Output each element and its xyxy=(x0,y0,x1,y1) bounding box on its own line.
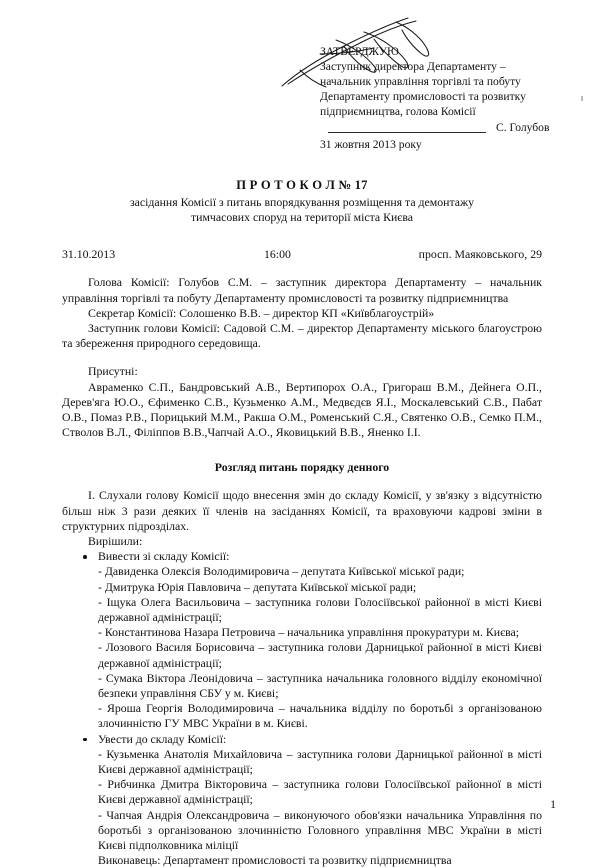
remove-bullet xyxy=(62,549,542,564)
attendees-label: Присутні: xyxy=(88,364,138,379)
approval-block xyxy=(320,44,570,153)
approval-date: 31 жовтня 2013 року xyxy=(320,138,422,152)
remove-bullet-label: Вивести зі складу Комісії: xyxy=(98,549,230,564)
list-item: - Іщука Олега Васильовича – заступника голови Голосіївської районної в місті Києві державної адміністрації; xyxy=(98,594,542,625)
agenda-heading: Розгляд питань порядку денного xyxy=(214,460,390,475)
meeting-meta xyxy=(62,247,542,262)
page-number: 1 xyxy=(550,797,556,811)
list-item: - Кузьменка Анатолія Михайловича – заступника голови Дарницької районної в місті Києві державної адміністрації; xyxy=(98,746,542,777)
list-item: - Лозового Василя Борисовича – заступника голови Дарницької районної в місті Києві державної адміністрації; xyxy=(98,640,542,670)
page-speck xyxy=(581,96,583,101)
approval-line-2: начальник управління торгівлі та побуту xyxy=(320,75,521,89)
bullet-dot-icon xyxy=(83,738,87,742)
meeting-place: просп. Маяковського, 29 xyxy=(418,247,542,262)
meeting-time: 16:00 xyxy=(264,247,291,262)
list-item: - Дмитрука Юрія Павловича – депутата Київської міської ради; xyxy=(98,579,417,594)
chair-line: Голова Комісії: Голубов С.М. – заступник директора Департаменту – начальник управління торгівлі та побуту Департаменту промисловості та розвитку підприємництва xyxy=(62,275,542,305)
deputy-chair-line: Заступник голови Комісії: Садовой С.М. – директор Департаменту міського благоустрою та збереження природного середовища. xyxy=(62,320,542,351)
approval-line-4: підприємництва, голова Комісії xyxy=(320,105,476,119)
list-item: - Сумака Віктора Леонідовича – заступника начальника головного відділу економічної безпеки управління СБУ у м. Києві; xyxy=(98,670,542,701)
list-item: - Давиденка Олексія Володимировича – депутата Київської міської ради; xyxy=(98,564,465,579)
list-item: - Константинова Назара Петровича – начальника управління прокуратури м. Києва; xyxy=(98,625,520,640)
page-title: П Р О Т О К О Л № 17 xyxy=(236,177,368,192)
meeting-date: 31.10.2013 xyxy=(62,247,116,262)
attendees-list: Авраменко С.П., Бандровський А.В., Вертипорох О.А., Григораш В.М., Дейнега О.П., Дерев'яга Ю.О., Єфименко С.В., Кузьменко А.М., Медвєдєв Я.І., Москалевський С.В., Пабат О.В., Помаз Р.В., Порицький М.М., Ракша О.М., Роменський С.Я., Святенко О.В., Семко П.М., Стволов В.Л., Філіппов В.В.,Чапчай А.О., Яковицький В.В., Яненко І.І. xyxy=(62,379,542,440)
signature-rule xyxy=(328,132,486,133)
secretary-line: Секретар Комісії: Солошенко В.В. – директор КП «Київблагоустрій» xyxy=(88,305,435,320)
list-item: - Яроша Георгія Володимировича – начальника відділу по боротьбі з організованою злочинністю ГУ МВС України в м. Києві. xyxy=(98,701,542,731)
list-item: - Чапчая Андрія Олександровича – виконуючого обов'язки начальника Управління по боротьбі з організованою злочинністю Головного управління МВС України в місті Києві підполковника міліції xyxy=(98,807,542,853)
add-bullet-label: Увести до складу Комісії: xyxy=(98,731,227,746)
executor-line: Виконавець: Департамент промисловості та розвитку підприємництва xyxy=(98,853,452,868)
decided-label: Вирішили: xyxy=(88,534,143,549)
signature-row xyxy=(320,120,570,137)
approval-heading: ЗАТВЕРДЖУЮ xyxy=(320,45,399,58)
agenda-item-1: I. Слухали голову Комісії щодо внесення змін до складу Комісії, у зв'язку з відсутністю більш ніж 3 рази деяких її членів на засіданнях Комісії, та враховуючи кадрові зміни в структурних підрозділах. xyxy=(62,488,542,533)
add-bullet xyxy=(62,732,542,747)
approval-line-3: Департаменту промисловості та розвитку xyxy=(320,90,526,104)
signatory-name: С. Голубов xyxy=(496,121,550,135)
list-item: - Рибчинка Дмитра Вікторовича – заступника голови Голосіївської районної в місті Києві державної адміністрації; xyxy=(98,777,542,807)
subtitle-line-2: тимчасових споруд на території міста Києва xyxy=(190,209,414,224)
approval-line-1: Заступник директора Департаменту – xyxy=(320,60,506,74)
bullet-dot-icon xyxy=(83,555,87,559)
document-subtitle xyxy=(62,195,542,226)
subtitle-line-1: засідання Комісії з питань впорядкування розміщення та демонтажу xyxy=(129,194,475,209)
